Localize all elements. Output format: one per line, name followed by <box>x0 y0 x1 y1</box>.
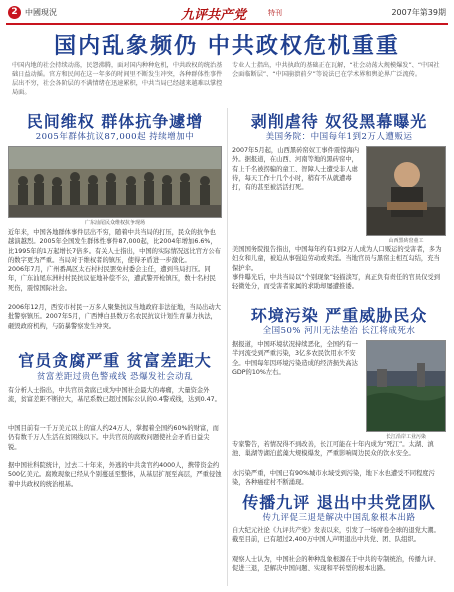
section4-subtitle: 全国50% 河川无法垫治 长江将成死水 <box>262 326 416 336</box>
section5-body-2: 观察人士认为，中国社会的种种乱象根源在于中共的专制统治，传播九评、促进三退，是解决中国问题、实现和平转型的根本出路。 <box>232 556 440 573</box>
section4-body: 据报道，中国环境状况持续恶化，全国约有一半河流受到严重污染，3亿多农民饮用水不安全。中国每年因环境污染造成的经济损失高达GDP的10%左右。 <box>232 341 358 376</box>
section3-title: 剥削虐待 奴役黑幕曝光 <box>250 112 428 131</box>
pollution-image <box>367 341 446 432</box>
intro-text: 中国内地的社会持续动荡，民怨沸腾，面对国内种种危机，中共政权的统治基础日益动摇。官方和民间在这一年多的时间里不断发生冲突，各种群体性事件层出不穷，社会各阶层的不满情绪在迅速累积，中共当局已经越来越难以掌控局面。 <box>12 62 223 96</box>
section2-subtitle: 贫富差距过贵色警戒线 恐爆发社会动乱 <box>36 372 194 382</box>
page-number-badge: 2 <box>8 6 21 19</box>
section2-title: 官员贪腐严重 贫富差距大 <box>18 351 212 370</box>
pollution-caption: 长江沿岸工业污染 <box>385 434 426 440</box>
pollution-photo <box>366 340 446 432</box>
intro-text-2: 专业人士指出，中共执政的基础正在瓦解，“社会动荡大规模爆发”、“中国社会面临断层”、“中国崩溃前夕”等说法已在学术界和舆论界广泛流传。 <box>232 62 440 78</box>
section1-title: 民间维权 群体抗争遽增 <box>26 112 204 131</box>
section4-title: 环境污染 严重威胁民众 <box>250 306 428 325</box>
section3-body-2: 美国国务院报告指出，中国每年约有1到2万人成为人口贩运的受害者，多为妇女和儿童，被迫从事强迫劳动或卖淫。当地官员与黑窑主相互勾结，充当保护伞。 <box>232 246 442 272</box>
publication-title: 九评共产党 <box>181 8 247 23</box>
child-labor-caption: 山西黑砖窑童工 <box>388 238 424 244</box>
section5-subtitle: 传九评促三退是解决中国乱象根本出路 <box>262 513 416 523</box>
section1-body-3: 2006年12月，西安市村民一万多人聚集抗议当地政府非法征地，当局出动大批警察镇压。2007年5月，广西博白县数万名农民抗议计划生育暴力执法，砸毁政府机构，与防暴警察发生冲突。 <box>8 304 221 330</box>
column-divider <box>227 108 228 586</box>
protest-photo-caption: 广东汕尾民众维权抗争现场 <box>84 220 145 226</box>
child-labor-image <box>367 147 446 236</box>
section5-title: 传播九评 退出中共党团队 <box>242 493 436 512</box>
section3-body: 2007年5月起，山西黑砖窑奴工事件震惊海内外。据报道，在山西、河南等地的黑砖窑中，有上千名被拐骗的童工、智障人士遭受非人虐待，每天工作十几个小时，稍有不从就遭毒打，有的甚至被活活打死。 <box>232 147 360 192</box>
section3-body-3: 事件曝光后，中共当局以“个别现象”轻描淡写，真正负有责任的官员仅受到轻微处分，而受害者家属的求助却屡遭推诿。 <box>232 274 441 291</box>
section5-body: 自大纪元社论《九评共产党》发表以来，引发了一场席卷全球的退党大潮。截至目前，已有超过2,400万中国人声明退出中共党、团、队组织。 <box>232 527 440 544</box>
section1-body-2: 2006年7月，广州番禺区太石村村民罢免村委会主任，遭到当局打压。同年，广东汕尾东洲村村民抗议征地补偿不公，遭武警开枪镇压，数十名村民死伤，震惊国际社会。 <box>8 266 216 292</box>
section3-subtitle: 美国务院：中国每年1到2万人遭贩运 <box>265 132 413 142</box>
header-divider <box>6 23 448 25</box>
section2-body-3: 据中国社科院统计，过去二十年来，外逃的中共贪官约4000人，携带资金约500亿美元。腐败现象已经从个别蔓延至整体，从基层扩展至高层，严重侵蚀着中共政权的统治根基。 <box>8 462 222 488</box>
section2-body: 有分析人士指出，中共官员贪腐已成为中国社会最大的毒瘤，大量资金外流，贫富差距不断拉大，基尼系数已超过国际公认的0.4警戒线，达到0.47。 <box>8 387 221 404</box>
protest-photo <box>8 146 222 218</box>
section4-body-2: 专家警告，若情况得不到改善，长江可能在十年内成为“死江”。太湖、滇池、巢湖等湖泊蓝藻大规模爆发，严重影响周边民众的饮水安全。 <box>232 441 434 458</box>
protest-photo-image <box>9 147 222 218</box>
issue-number: 2007年第39期 <box>391 8 446 17</box>
section2-body-2: 中国目前有一千万美元以上的富人约24万人，掌握着全国约60%的财富，而仍有数千万人生活在贫困线以下。中共官员的腐败问题使社会矛盾日益尖锐。 <box>8 425 219 451</box>
page-headline: 国内乱象频仍 中共政权危机重重 <box>54 33 400 59</box>
section1-body: 近年来，中国各地群体事件层出不穷，随着中共当局的打压，民众的抗争也越演越烈。2005年全国发生群体性事件87,000起，比2004年增加6.6%，比1995年的1万起增长7倍多。有关人士指出，中国的实际情况远比官方公布的数字更为严重。当局对于维权者的镇压，使得矛盾进一步激化。 <box>8 229 221 264</box>
publication-tag: 特刊 <box>268 9 282 17</box>
page-header <box>6 4 448 24</box>
section-label: 中國現況 <box>25 8 57 17</box>
section1-subtitle: 2005年群体抗议87,000起 持续增加中 <box>35 132 195 142</box>
child-labor-photo <box>366 146 446 236</box>
section4-body-3: 水污染严重，中国已有90%城市水域受到污染，地下水也遭受不同程度污染，各种癌症村不断涌现。 <box>232 470 435 487</box>
